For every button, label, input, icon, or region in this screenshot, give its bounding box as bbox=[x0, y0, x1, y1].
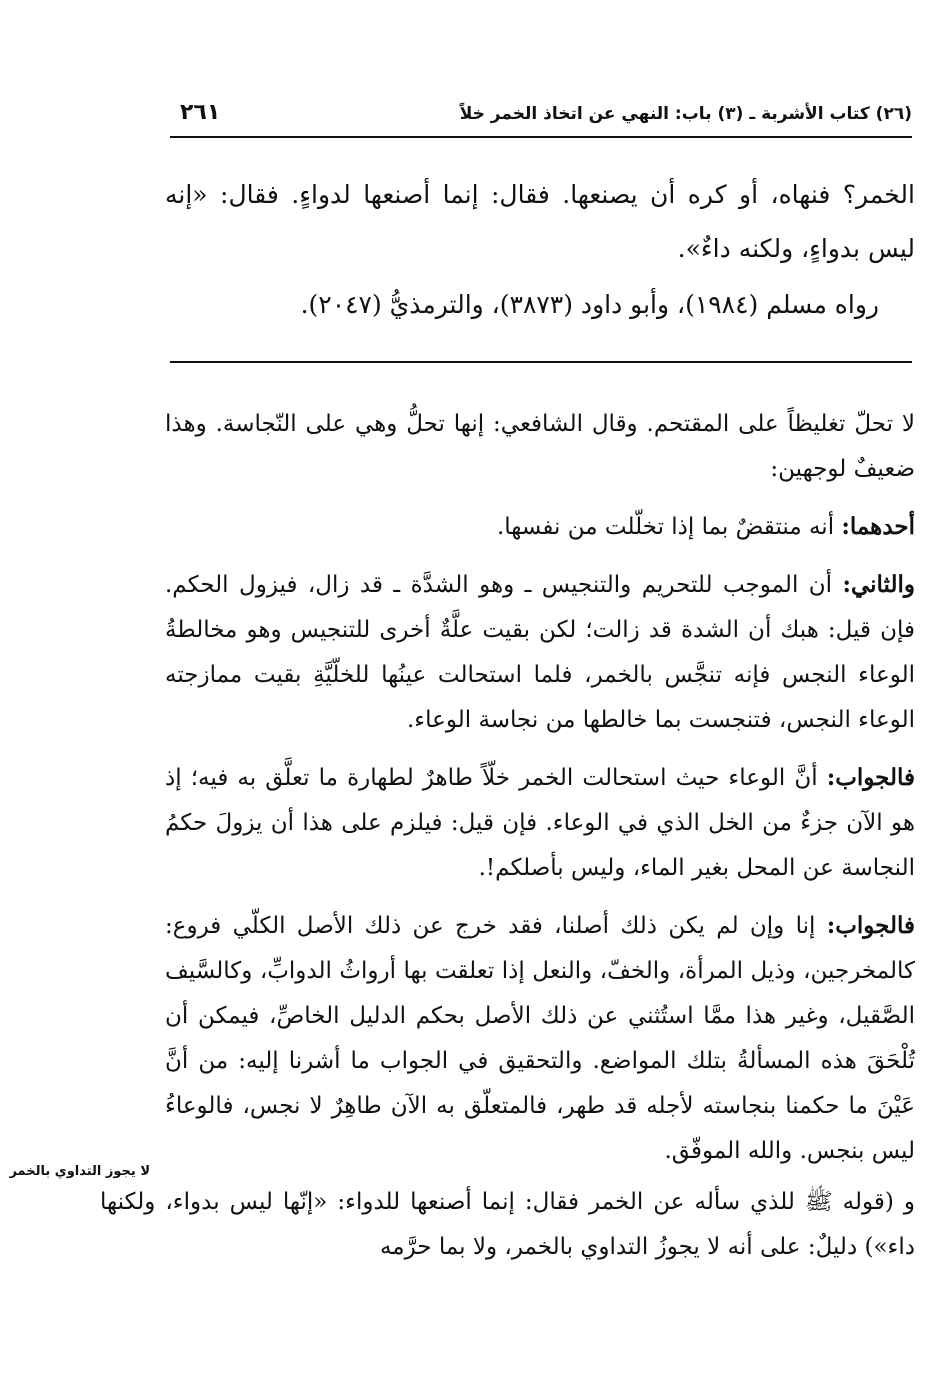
text-commentary-separator bbox=[170, 361, 912, 363]
page-number: ٢٦١ bbox=[180, 100, 221, 125]
hadith-text-block bbox=[165, 168, 915, 332]
paragraph-body: أنَّ الوعاء حيث استحالت الخمر خلّاً طاهرٌ لطهارة ما تعلَّق به فيه؛ إذ هو الآن جزءٌ من الخل الذي في الوعاء. فإن قيل: فيلزم على هذا أن يزولَ حكمُ النجاسة عن المحل بغير الماء، وليس بأصلكم!. bbox=[165, 765, 915, 881]
paragraph-lead: فالجواب: bbox=[826, 912, 915, 939]
commentary-paragraph-2 bbox=[165, 504, 915, 550]
final-paragraph-text: و (قوله ﷺ للذي سأله عن الخمر فقال: إنما أصنعها للدواء: «إنّها ليس بدواء، ولكنها داء») دليلٌ: على أنه لا يجوزُ التداوي بالخمر، ولا بما حرَّمه bbox=[100, 1189, 915, 1260]
paragraph-lead: والثاني: bbox=[842, 571, 915, 598]
final-paragraph bbox=[100, 1180, 915, 1270]
paragraph-body: أن الموجب للتحريم والتنجيس ـ وهو الشدَّة ـ قد زال، فيزول الحكم. فإن قيل: هبك أن الشدة قد زالت؛ لكن بقيت علَّةٌ أخرى للتنجيس وهو مخالطةُ الوعاء النجس فإنه تنجَّس بالخمر، فلما استحالت عينُها للخلّيَّةِ بقيت ممازجته الوعاء النجس، فتنجست بما خالطها من نجاسة الوعاء. bbox=[165, 572, 915, 733]
commentary-paragraph-5 bbox=[165, 903, 915, 1174]
running-header bbox=[170, 100, 912, 140]
margin-note: لا يجوز التداوي بالخمر bbox=[9, 1164, 150, 1179]
paragraph-lead: فالجواب: bbox=[826, 764, 915, 791]
paragraph-lead: أحدهما: bbox=[841, 513, 915, 540]
chapter-title: (٢٦) كتاب الأشربة ـ (٣) باب: النهي عن اتخاذ الخمر خلاً bbox=[459, 104, 912, 124]
header-rule bbox=[170, 136, 912, 138]
commentary-block bbox=[165, 402, 915, 1186]
commentary-paragraph-3 bbox=[165, 562, 915, 743]
paragraph-body: إنا وإن لم يكن ذلك أصلنا، فقد خرج عن ذلك الأصل الكلّي فروع: كالمخرجين، وذيل المرأة، والخفّ، والنعل إذا تعلقت بها أرواثُ الدوابِّ، وكالسَّيف الصَّقيل، وغير هذا ممَّا استُثني عن ذلك الأصل بحكم الدليل الخاصِّ، فيمكن أن تُلْحَقَ هذه المسألةُ بتلك المواضع. والتحقيق في الجواب ما أشرنا إليه: من أنَّ عَيْنَ ما حكمنا بنجاسته لأجله قد طهر، فالمتعلّق به الآن طاهِرٌ لا نجس، فالوعاءُ ليس بنجس. والله الموفّق. bbox=[165, 913, 915, 1164]
commentary-paragraph-4 bbox=[165, 755, 915, 891]
commentary-paragraph-1: لا تحلّ تغليظاً على المقتحم. وقال الشافعي: إنها تحلُّ وهي على النّجاسة. وهذا ضعيفٌ لوجهين: bbox=[165, 411, 915, 482]
paragraph-body: أنه منتقضٌ بما إذا تخلّلت من نفسها. bbox=[496, 514, 842, 540]
hadith-text: الخمر؟ فنهاه، أو كره أن يصنعها. فقال: إنما أصنعها لدواءٍ. فقال: «إنه ليس بدواءٍ، ولكنه داءٌ». bbox=[165, 180, 915, 263]
hadith-source: رواه مسلم (١٩٨٤)، وأبو داود (٣٨٧٣)، والترمذيُّ (٢٠٤٧). bbox=[300, 290, 879, 319]
